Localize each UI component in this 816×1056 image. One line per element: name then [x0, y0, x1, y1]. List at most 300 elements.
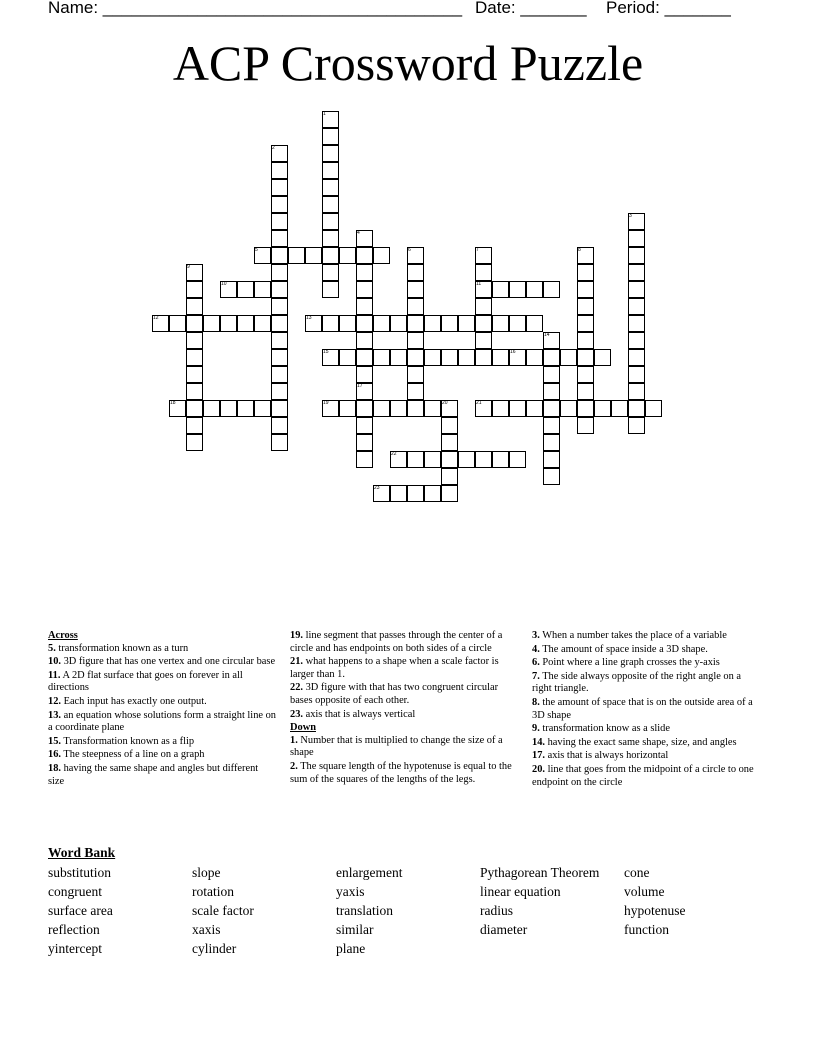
crossword-cell[interactable]	[475, 332, 492, 349]
word-bank-item: volume	[624, 884, 665, 899]
clue-number-label: 20	[442, 400, 448, 406]
clue-number-label: 23	[374, 485, 380, 491]
crossword-cell[interactable]	[356, 281, 373, 298]
crossword-cell[interactable]	[543, 281, 560, 298]
crossword-cell[interactable]	[169, 315, 186, 332]
clue-item	[532, 737, 754, 750]
crossword-cell[interactable]	[356, 451, 373, 468]
clue-item	[290, 682, 522, 707]
crossword-cell[interactable]	[475, 281, 492, 298]
clue-text: 3D figure that has one vertex and one circular base	[61, 656, 276, 668]
crossword-cell[interactable]	[594, 400, 611, 417]
crossword-cell[interactable]	[305, 315, 322, 332]
clue-text: Each input has exactly one output.	[61, 695, 207, 707]
crossword-cell[interactable]	[220, 315, 237, 332]
crossword-cell[interactable]	[373, 247, 390, 264]
word-bank-item: cylinder	[192, 941, 237, 956]
crossword-cell[interactable]	[339, 315, 356, 332]
clue-number: 17.	[532, 750, 545, 762]
word-bank-item: cone	[624, 865, 650, 880]
crossword-cell[interactable]	[424, 451, 441, 468]
clue-number: 2.	[290, 760, 298, 772]
word-bank-item: hypotenuse	[624, 903, 686, 918]
clue-text: Point where a line graph crosses the y-axis	[539, 657, 720, 669]
crossword-cell[interactable]	[356, 315, 373, 332]
crossword-cell[interactable]	[441, 434, 458, 451]
crossword-cell[interactable]	[475, 349, 492, 366]
crossword-cell[interactable]	[407, 451, 424, 468]
crossword-cell[interactable]	[441, 468, 458, 485]
crossword-cell[interactable]	[186, 315, 203, 332]
crossword-cell[interactable]	[186, 349, 203, 366]
clue-text: having the exact same shape, size, and angles	[545, 736, 737, 748]
crossword-cell[interactable]	[271, 281, 288, 298]
crossword-cell[interactable]	[390, 400, 407, 417]
clue-item	[290, 761, 522, 786]
clue-number-label: 17	[357, 383, 363, 389]
crossword-cell[interactable]	[424, 400, 441, 417]
crossword-cell[interactable]	[356, 230, 373, 247]
crossword-cell[interactable]	[271, 366, 288, 383]
crossword-cell[interactable]	[390, 315, 407, 332]
period-field-label[interactable]: Period: _______	[606, 0, 731, 17]
crossword-cell[interactable]	[220, 281, 237, 298]
clue-number: 19.	[290, 630, 303, 641]
crossword-cell[interactable]	[560, 349, 577, 366]
crossword-cell[interactable]	[322, 196, 339, 213]
word-bank-item: enlargement	[336, 865, 403, 880]
date-field-label[interactable]: Date: _______	[475, 0, 587, 17]
crossword-cell[interactable]	[628, 247, 645, 264]
clue-text: line that goes from the midpoint of a circle to one endpoint on the circle	[532, 763, 754, 788]
crossword-cell[interactable]	[458, 315, 475, 332]
clue-number-label: 2	[272, 145, 275, 151]
crossword-cell[interactable]	[424, 485, 441, 502]
crossword-cell[interactable]	[441, 400, 458, 417]
crossword-cell[interactable]	[288, 247, 305, 264]
crossword-cell[interactable]	[509, 451, 526, 468]
word-bank-item: Pythagorean Theorem	[480, 865, 600, 880]
clue-number: 22.	[290, 682, 303, 694]
crossword-cell[interactable]	[339, 349, 356, 366]
clue-item	[48, 763, 276, 788]
crossword-cell[interactable]	[322, 213, 339, 230]
clue-number: 8.	[532, 696, 540, 708]
across-heading: Across	[48, 630, 78, 641]
clue-number-label: 22	[391, 451, 397, 457]
clue-item	[532, 764, 754, 789]
crossword-cell[interactable]	[271, 247, 288, 264]
crossword-cell[interactable]	[356, 247, 373, 264]
clue-text: transformation known as a turn	[55, 642, 189, 654]
crossword-cell[interactable]	[271, 349, 288, 366]
crossword-cell[interactable]	[577, 383, 594, 400]
word-bank-item: xaxis	[192, 922, 221, 937]
crossword-cell[interactable]	[271, 383, 288, 400]
crossword-cell[interactable]	[390, 349, 407, 366]
crossword-cell[interactable]	[577, 366, 594, 383]
crossword-cell[interactable]	[373, 485, 390, 502]
crossword-cell[interactable]	[356, 366, 373, 383]
crossword-cell[interactable]	[424, 315, 441, 332]
clue-item	[532, 630, 754, 643]
crossword-cell[interactable]	[254, 315, 271, 332]
crossword-cell[interactable]	[577, 315, 594, 332]
crossword-cell[interactable]	[254, 400, 271, 417]
clue-number-label: 19	[323, 400, 329, 406]
crossword-cell[interactable]	[458, 349, 475, 366]
clue-text: The side always opposite of the right angle on a right triangle.	[532, 670, 742, 695]
clue-number-label: 13	[306, 315, 312, 321]
word-bank-item: rotation	[192, 884, 234, 899]
crossword-cell[interactable]	[526, 400, 543, 417]
crossword-cell[interactable]	[543, 366, 560, 383]
clue-text: having the same shape and angles but different size	[48, 762, 259, 787]
word-bank-title: Word Bank	[48, 845, 116, 860]
clue-number-label: 4	[357, 230, 360, 236]
word-bank-item: diameter	[480, 922, 528, 937]
crossword-cell[interactable]	[356, 349, 373, 366]
crossword-cell[interactable]	[407, 264, 424, 281]
crossword-cell[interactable]	[407, 366, 424, 383]
crossword-cell[interactable]	[186, 417, 203, 434]
clue-number-label: 18	[170, 400, 176, 406]
clue-number: 6.	[532, 657, 540, 669]
crossword-cell[interactable]	[271, 315, 288, 332]
crossword-cell[interactable]	[322, 145, 339, 162]
crossword-cell[interactable]	[203, 400, 220, 417]
crossword-cell[interactable]	[407, 298, 424, 315]
clue-text: what happens to a shape when a scale factor is larger than 1.	[290, 656, 499, 680]
clue-text: Transformation known as a flip	[61, 735, 195, 747]
word-bank-item: reflection	[48, 922, 100, 937]
crossword-cell[interactable]	[509, 400, 526, 417]
clues-column-3	[532, 630, 754, 790]
clue-item	[290, 656, 522, 681]
crossword-cell[interactable]	[186, 281, 203, 298]
crossword-cell[interactable]	[322, 162, 339, 179]
crossword-cell[interactable]	[271, 332, 288, 349]
clue-item	[48, 736, 276, 749]
clue-text: The amount of space inside a 3D shape.	[539, 643, 708, 655]
word-bank-item: yaxis	[336, 884, 365, 899]
crossword-cell[interactable]	[543, 349, 560, 366]
crossword-cell[interactable]	[492, 315, 509, 332]
crossword-cell[interactable]	[475, 400, 492, 417]
clue-item	[532, 750, 754, 763]
crossword-cell[interactable]	[577, 247, 594, 264]
crossword-cell[interactable]	[186, 366, 203, 383]
crossword-cell[interactable]	[322, 111, 339, 128]
crossword-cell[interactable]	[186, 434, 203, 451]
crossword-cell[interactable]	[407, 349, 424, 366]
crossword-cell[interactable]	[254, 247, 271, 264]
crossword-cell[interactable]	[169, 400, 186, 417]
crossword-cell[interactable]	[441, 485, 458, 502]
clue-number: 16.	[48, 749, 61, 761]
crossword-cell[interactable]	[577, 298, 594, 315]
crossword-cell[interactable]	[322, 281, 339, 298]
clue-item	[48, 710, 276, 735]
clue-number-label: 5	[255, 247, 258, 253]
clue-number-label: 9	[187, 264, 190, 270]
crossword-cell[interactable]	[543, 468, 560, 485]
crossword-cell[interactable]	[577, 332, 594, 349]
crossword-cell[interactable]	[356, 434, 373, 451]
clue-number: 12.	[48, 695, 61, 707]
clue-number: 4.	[532, 643, 540, 655]
clue-item	[290, 735, 522, 760]
crossword-cell[interactable]	[628, 281, 645, 298]
crossword-cell[interactable]	[271, 196, 288, 213]
clue-number-label: 7	[476, 247, 479, 253]
clue-text: transformation know as a slide	[539, 723, 670, 735]
crossword-cell[interactable]	[356, 400, 373, 417]
crossword-cell[interactable]	[322, 349, 339, 366]
crossword-cell[interactable]	[543, 417, 560, 434]
word-bank-item: congruent	[48, 884, 102, 899]
crossword-cell[interactable]	[475, 451, 492, 468]
clue-text: 3D figure with that has two congruent circular bases opposite of each other.	[290, 682, 499, 706]
crossword-cell[interactable]	[356, 332, 373, 349]
crossword-cell[interactable]	[271, 434, 288, 451]
crossword-cell[interactable]	[560, 400, 577, 417]
crossword-cell[interactable]	[628, 332, 645, 349]
crossword-cell[interactable]	[458, 451, 475, 468]
crossword-cell[interactable]	[407, 332, 424, 349]
crossword-cell[interactable]	[390, 485, 407, 502]
clue-item	[48, 696, 276, 709]
crossword-cell[interactable]	[373, 400, 390, 417]
clue-item	[532, 657, 754, 670]
crossword-cell[interactable]	[356, 383, 373, 400]
clue-text: axis that is always vertical	[303, 708, 416, 720]
crossword-cell[interactable]	[441, 315, 458, 332]
word-bank-item: plane	[336, 941, 366, 956]
clue-number-label: 16	[510, 349, 516, 355]
clue-number-label: 8	[578, 247, 581, 253]
crossword-cell[interactable]	[611, 400, 628, 417]
crossword-cell[interactable]	[628, 366, 645, 383]
crossword-cell[interactable]	[407, 281, 424, 298]
clue-text: The steepness of a line on a graph	[61, 749, 205, 761]
crossword-cell[interactable]	[322, 400, 339, 417]
clue-item	[48, 656, 276, 669]
clue-item	[48, 670, 276, 695]
crossword-cell[interactable]	[356, 417, 373, 434]
crossword-cell[interactable]	[271, 213, 288, 230]
clues-column-1	[48, 630, 276, 789]
crossword-cell[interactable]	[254, 281, 271, 298]
clue-item	[48, 643, 276, 656]
crossword-cell[interactable]	[322, 247, 339, 264]
crossword-cell[interactable]	[526, 349, 543, 366]
page-title: ACP Crossword Puzzle	[172, 35, 644, 91]
clue-number: 21.	[290, 656, 303, 668]
crossword-cell[interactable]	[152, 315, 169, 332]
word-bank-item: surface area	[48, 903, 113, 918]
clue-text: A 2D flat surface that goes on forever in all directions	[48, 669, 243, 694]
crossword-cell[interactable]	[543, 383, 560, 400]
clue-number: 1.	[290, 734, 298, 746]
crossword-cell[interactable]	[628, 298, 645, 315]
crossword-cell[interactable]	[628, 400, 645, 417]
clue-number: 10.	[48, 656, 61, 668]
crossword-cell[interactable]	[475, 264, 492, 281]
clue-item	[532, 723, 754, 736]
crossword-cell[interactable]	[475, 247, 492, 264]
crossword-cell[interactable]	[492, 281, 509, 298]
clue-number: 23.	[290, 708, 303, 720]
crossword-cell[interactable]	[577, 349, 594, 366]
crossword-cell[interactable]	[509, 315, 526, 332]
clue-text: Number that is multiplied to change the size of a shape	[290, 734, 503, 759]
crossword-cell[interactable]	[271, 298, 288, 315]
word-bank-item: function	[624, 922, 669, 937]
clue-item	[532, 644, 754, 657]
clue-number: 11.	[48, 669, 61, 681]
clue-number-label: 21	[476, 400, 482, 406]
crossword-cell[interactable]	[407, 247, 424, 264]
crossword-cell[interactable]	[441, 349, 458, 366]
crossword-cell[interactable]	[220, 400, 237, 417]
down-heading: Down	[290, 722, 316, 734]
name-field-label[interactable]: Name: ______________________________________	[48, 0, 463, 17]
crossword-cell[interactable]	[543, 332, 560, 349]
crossword-cell[interactable]	[407, 485, 424, 502]
clue-number: 13.	[48, 709, 61, 721]
crossword-cell[interactable]	[186, 383, 203, 400]
crossword-cell[interactable]	[492, 349, 509, 366]
crossword-cell[interactable]	[509, 281, 526, 298]
crossword-cell[interactable]	[271, 145, 288, 162]
crossword-cell[interactable]	[271, 400, 288, 417]
word-bank-item: scale factor	[192, 903, 254, 918]
crossword-cell[interactable]	[356, 264, 373, 281]
crossword-cell[interactable]	[543, 400, 560, 417]
crossword-cell[interactable]	[339, 400, 356, 417]
crossword-cell[interactable]	[628, 349, 645, 366]
crossword-cell[interactable]	[509, 349, 526, 366]
crossword-cell[interactable]	[203, 315, 220, 332]
crossword-grid	[0, 0, 816, 520]
crossword-cell[interactable]	[628, 213, 645, 230]
crossword-cell[interactable]	[322, 230, 339, 247]
clues-column-2	[290, 630, 522, 787]
crossword-cell[interactable]	[594, 349, 611, 366]
clue-number-label: 10	[221, 281, 227, 287]
crossword-cell[interactable]	[475, 315, 492, 332]
clue-text: The square length of the hypotenuse is equal to the sum of the squares of the lengths of the legs.	[290, 760, 512, 785]
crossword-cell[interactable]	[186, 264, 203, 281]
crossword-cell[interactable]	[577, 281, 594, 298]
word-bank-item: slope	[192, 865, 221, 880]
clue-number: 7.	[532, 670, 540, 682]
crossword-cell[interactable]	[628, 417, 645, 434]
clue-item	[532, 697, 754, 722]
word-bank-item: similar	[336, 922, 374, 937]
crossword-cell[interactable]	[492, 400, 509, 417]
crossword-cell[interactable]	[186, 298, 203, 315]
crossword-cell[interactable]	[186, 332, 203, 349]
crossword-cell[interactable]	[356, 298, 373, 315]
crossword-cell[interactable]	[322, 315, 339, 332]
crossword-cell[interactable]	[645, 400, 662, 417]
clue-item	[532, 671, 754, 696]
crossword-cell[interactable]	[526, 281, 543, 298]
clue-number-label: 1	[323, 111, 326, 117]
clue-text: an equation whose solutions form a straight line on a coordinate plane	[48, 709, 276, 734]
clue-text: axis that is always horizontal	[545, 750, 669, 762]
crossword-cell[interactable]	[543, 451, 560, 468]
crossword-cell[interactable]	[475, 298, 492, 315]
clue-number: 18.	[48, 762, 61, 774]
word-bank-item: linear equation	[480, 884, 561, 899]
crossword-cell[interactable]	[271, 264, 288, 281]
clue-item	[48, 749, 276, 762]
crossword-cell[interactable]	[322, 128, 339, 145]
crossword-cell[interactable]	[322, 179, 339, 196]
crossword-cell[interactable]	[407, 315, 424, 332]
crossword-cell[interactable]	[628, 315, 645, 332]
clue-number-label: 12	[153, 315, 159, 321]
crossword-cell[interactable]	[237, 281, 254, 298]
crossword-cell[interactable]	[628, 230, 645, 247]
crossword-cell[interactable]	[271, 417, 288, 434]
crossword-cell[interactable]	[577, 264, 594, 281]
crossword-cell[interactable]	[543, 434, 560, 451]
crossword-cell[interactable]	[577, 400, 594, 417]
crossword-cell[interactable]	[237, 400, 254, 417]
crossword-cell[interactable]	[186, 400, 203, 417]
word-bank-item: substitution	[48, 865, 112, 880]
crossword-cell[interactable]	[237, 315, 254, 332]
crossword-cell[interactable]	[577, 417, 594, 434]
clue-number: 9.	[532, 723, 540, 735]
crossword-cell[interactable]	[322, 264, 339, 281]
crossword-cell[interactable]	[441, 417, 458, 434]
clue-number: 5.	[48, 642, 56, 654]
clue-number: 3.	[532, 630, 540, 641]
clue-number-label: 11	[476, 281, 482, 287]
clue-item	[290, 630, 522, 655]
crossword-cell[interactable]	[271, 179, 288, 196]
clue-number: 15.	[48, 735, 61, 747]
crossword-cell[interactable]	[407, 400, 424, 417]
crossword-cell[interactable]	[628, 264, 645, 281]
crossword-cell[interactable]	[441, 451, 458, 468]
crossword-cell[interactable]	[526, 315, 543, 332]
clue-text: When a number takes the place of a variable	[539, 630, 727, 641]
clue-number-label: 14	[544, 332, 550, 338]
crossword-cell[interactable]	[373, 315, 390, 332]
crossword-cell[interactable]	[339, 247, 356, 264]
word-bank-item: radius	[480, 903, 513, 918]
crossword-cell[interactable]	[390, 451, 407, 468]
crossword-cell[interactable]	[271, 230, 288, 247]
word-bank-item: yintercept	[48, 941, 102, 956]
crossword-cell[interactable]	[407, 383, 424, 400]
crossword-cell[interactable]	[424, 349, 441, 366]
crossword-cell[interactable]	[492, 451, 509, 468]
clue-text: the amount of space that is on the outside area of a 3D shape	[532, 696, 753, 721]
crossword-cell[interactable]	[305, 247, 322, 264]
clue-number: 20.	[532, 763, 545, 775]
crossword-cell[interactable]	[271, 162, 288, 179]
clue-number-label: 15	[323, 349, 329, 355]
crossword-cell[interactable]	[628, 383, 645, 400]
crossword-cell[interactable]	[373, 349, 390, 366]
